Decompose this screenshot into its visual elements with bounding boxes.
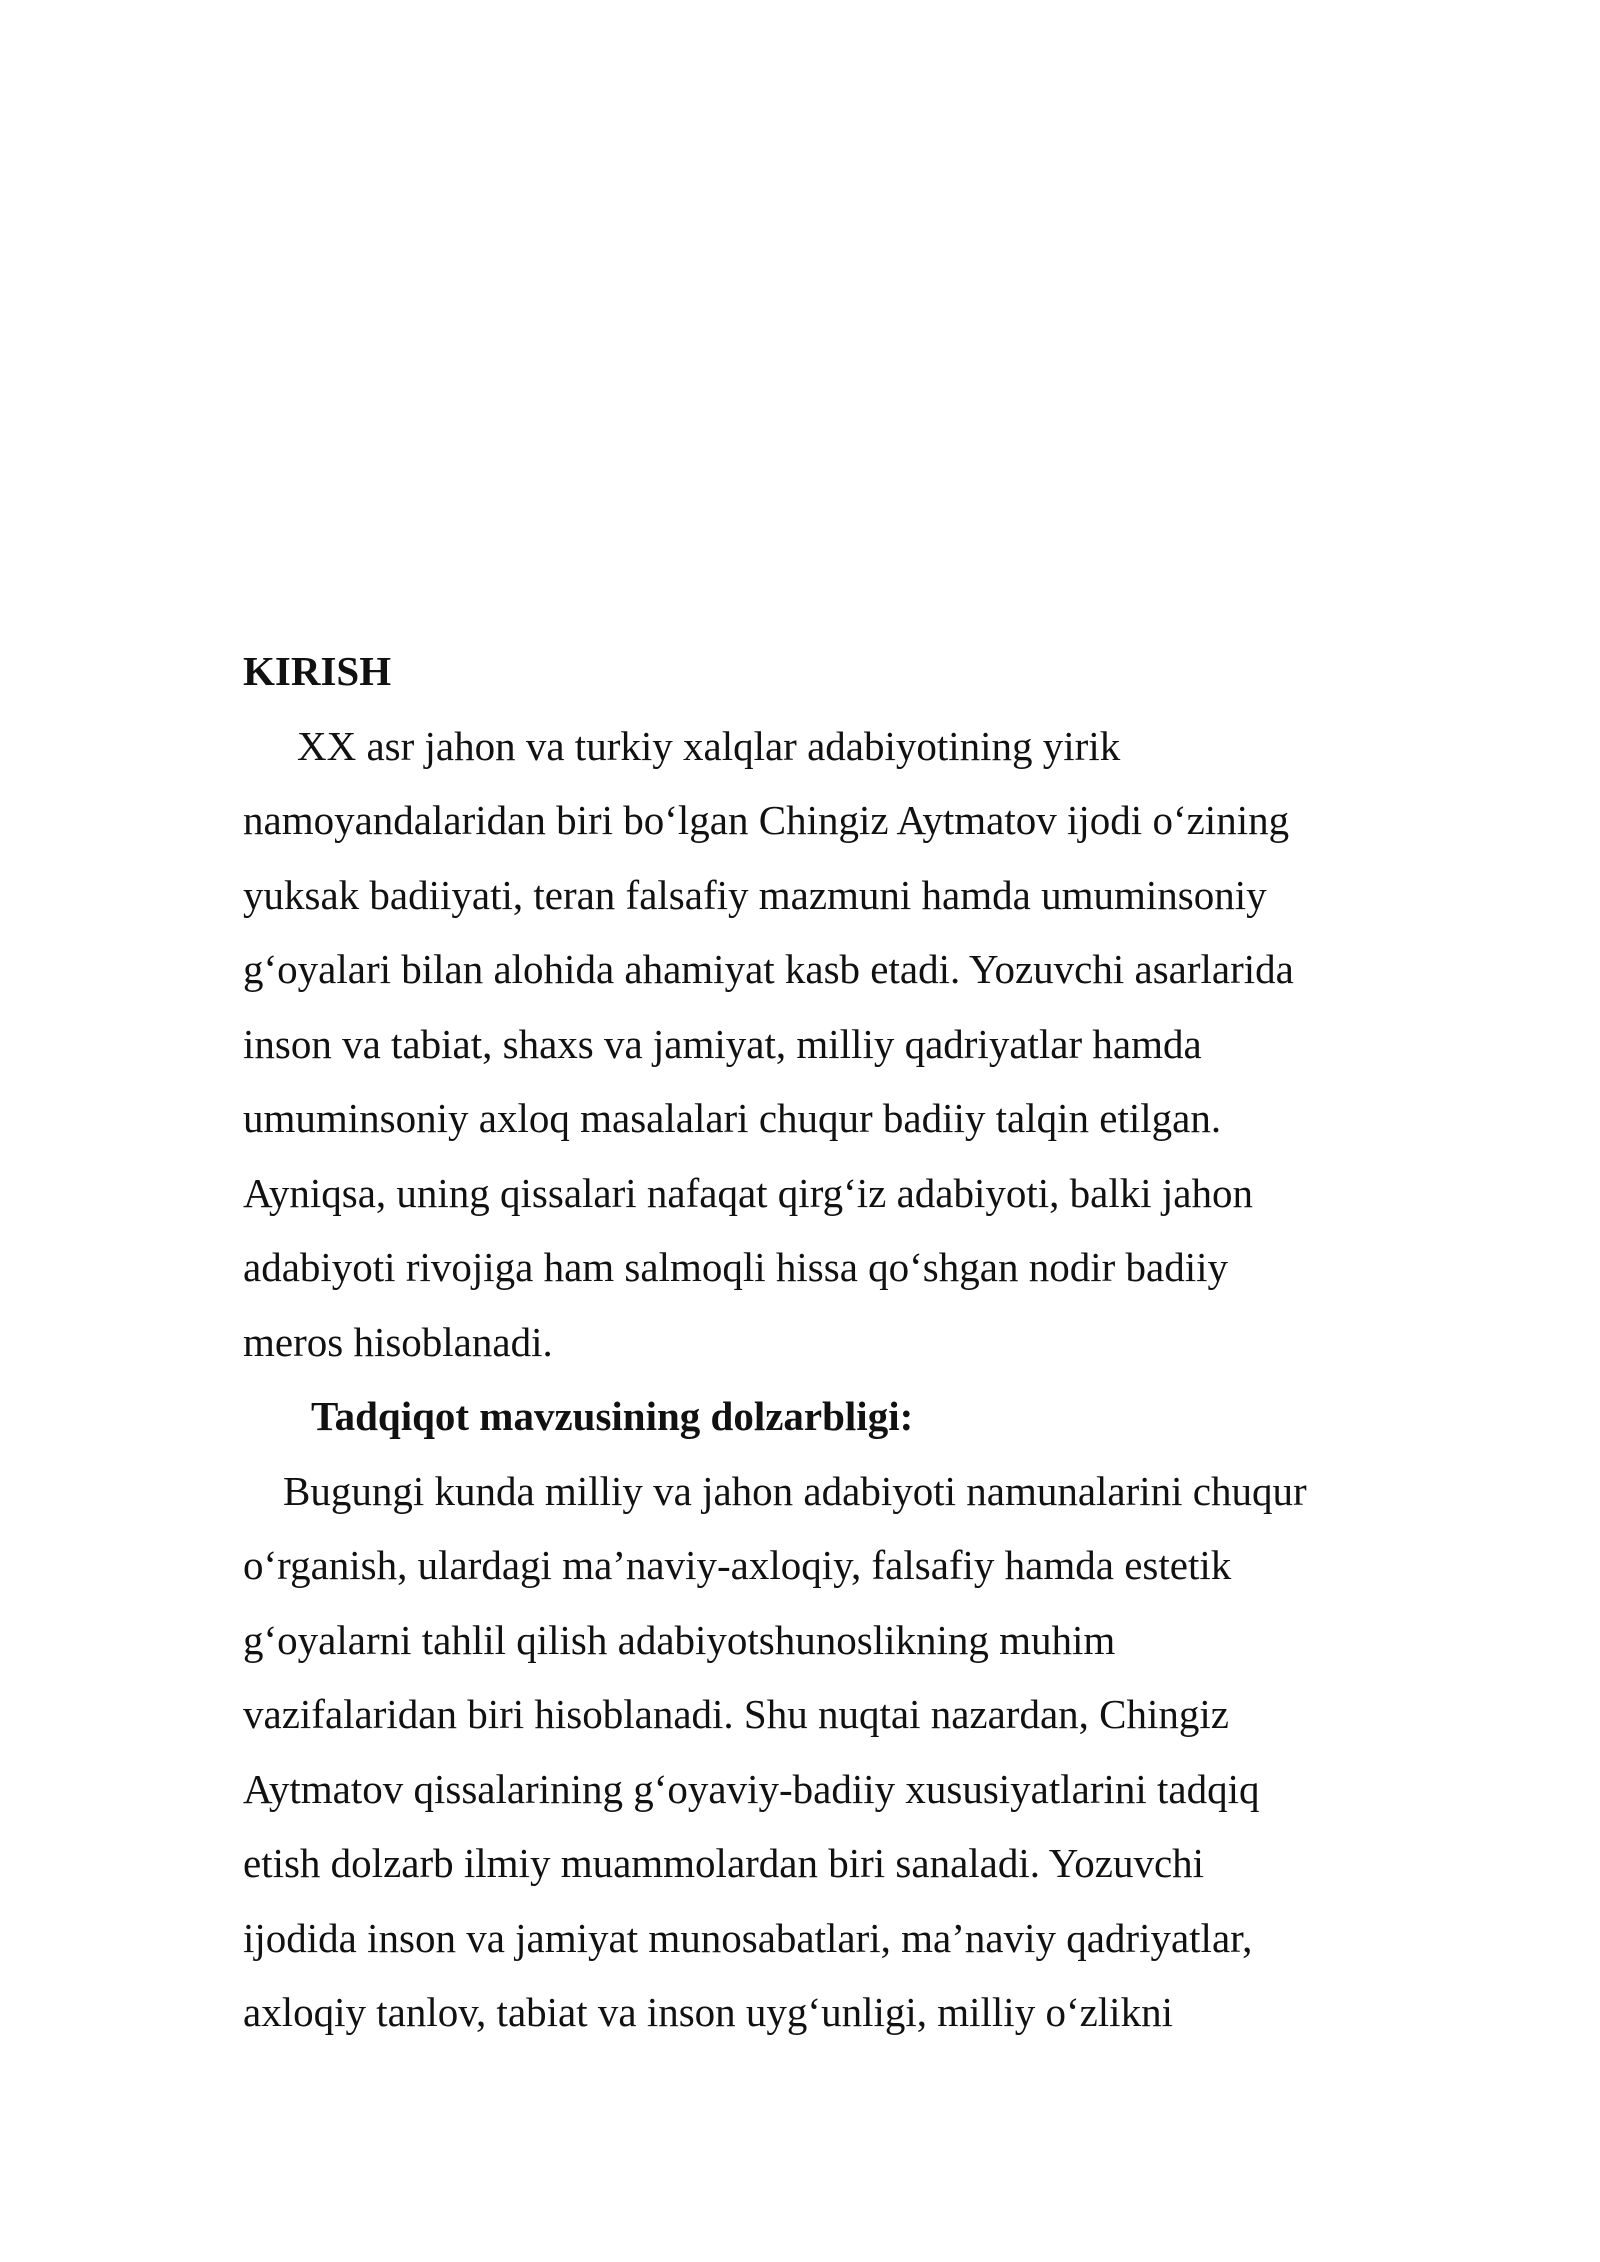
subsection-heading: Tadqiqot mavzusining dolzarbligi: [311, 1393, 914, 1439]
paragraph-line: etish dolzarb ilmiy muammolardan biri sanaladi. Yozuvchi [243, 1840, 1205, 1886]
paragraph-line: g‘oyalarni tahlil qilish adabiyotshunoslikning muhim [243, 1616, 1116, 1663]
paragraph-line: namoyandalaridan biri bo‘lgan Chingiz Aytmatov ijodi o‘zining [243, 797, 1290, 843]
paragraph-line: inson va tabiat, shaxs va jamiyat, milliy qadriyatlar hamda [243, 1020, 1202, 1067]
document-body [243, 634, 1383, 2050]
paragraph-line: umuminsoniy axloq masalalari chuqur badiiy talqin etilgan. [243, 1095, 1222, 1141]
paragraph-line: axloqiy tanlov, tabiat va inson uyg‘unligi, milliy o‘zlikni [243, 1989, 1173, 2035]
section-heading: KIRISH [243, 648, 392, 694]
paragraph-line: yuksak badiiyati, teran falsafiy mazmuni hamda umuminsoniy [243, 871, 1267, 918]
relevance-paragraph [243, 1454, 1383, 2050]
paragraph-line: meros hisoblanadi. [243, 1318, 553, 1365]
paragraph-line: XX asr jahon va turkiy xalqlar adabiyotining yirik [297, 722, 1121, 769]
paragraph-line: ijodida inson va jamiyat munosabatlari, ma’naviy qadriyatlar, [243, 1914, 1253, 1961]
paragraph-line: Bugungi kunda milliy va jahon adabiyoti namunalarini chuqur [283, 1467, 1307, 1514]
intro-paragraph [243, 709, 1383, 1380]
paragraph-line: vazifalaridan biri hisoblanadi. Shu nuqtai nazardan, Chingiz [243, 1691, 1229, 1737]
paragraph-line: g‘oyalari bilan alohida ahamiyat kasb etadi. Yozuvchi asarlarida [243, 946, 1294, 992]
paragraph-line: Aytmatov qissalarining g‘oyaviy-badiiy xususiyatlarini tadqiq [243, 1765, 1260, 1812]
paragraph-line: Ayniqsa, uning qissalari nafaqat qirg‘iz adabiyoti, balki jahon [243, 1169, 1253, 1216]
paragraph-line: adabiyoti rivojiga ham salmoqli hissa qo‘shgan nodir badiiy [243, 1244, 1228, 1290]
paragraph-line: o‘rganish, ulardagi ma’naviy-axloqiy, falsafiy hamda estetik [243, 1542, 1232, 1588]
